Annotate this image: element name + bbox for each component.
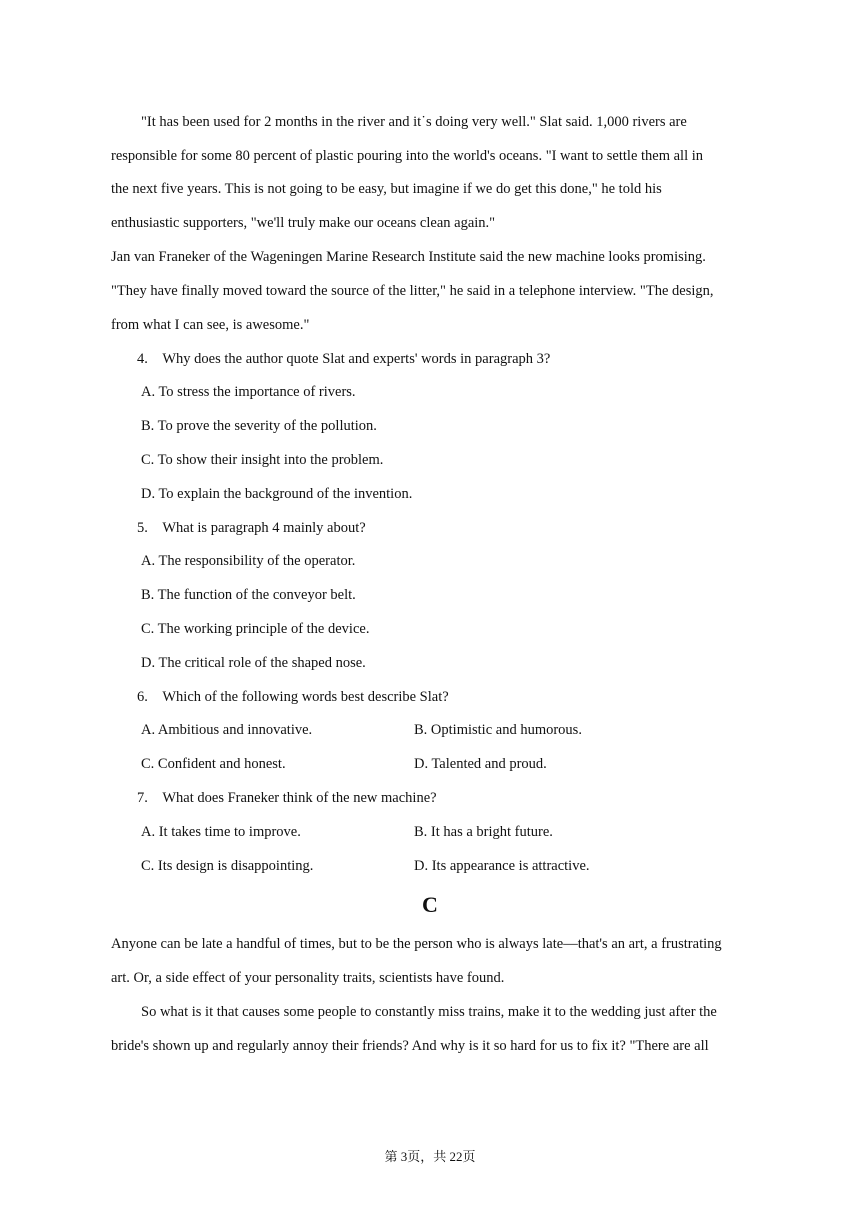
question-text: Why does the author quote Slat and experts' words in paragraph 3?	[162, 351, 551, 367]
question-number: 7.	[137, 790, 148, 806]
paragraph-line: bride's shown up and regularly annoy their friends? And why is it so hard for us to fix it? "There are all	[111, 1038, 709, 1054]
question-4	[137, 349, 550, 369]
option-a: A. It takes time to improve.	[141, 824, 301, 840]
option-a: A. To stress the importance of rivers.	[141, 384, 356, 400]
option-a: A. The responsibility of the operator.	[141, 553, 356, 569]
paragraph-line: Jan van Franeker of the Wageningen Marine Research Institute said the new machine looks promising.	[111, 249, 706, 265]
question-text: Which of the following words best describe Slat?	[162, 689, 449, 705]
question-5	[137, 518, 366, 538]
option-b: B. The function of the conveyor belt.	[141, 587, 356, 603]
question-7	[137, 788, 437, 808]
question-text: What is paragraph 4 mainly about?	[162, 520, 366, 536]
option-b: B. To prove the severity of the pollution.	[141, 418, 377, 434]
paragraph-line: responsible for some 80 percent of plastic pouring into the world's oceans. "I want to settle them all in	[111, 148, 704, 164]
option-b: B. It has a bright future.	[414, 824, 553, 840]
paragraph-line: enthusiastic supporters, "we'll truly make our oceans clean again."	[111, 215, 496, 231]
paragraph-line: Anyone can be late a handful of times, but to be the person who is always late—that's an art, a frustrating	[111, 936, 722, 952]
option-d: D. The critical role of the shaped nose.	[141, 655, 366, 671]
page-footer: 第 3页，共 22页	[384, 1149, 476, 1164]
option-a: A. Ambitious and innovative.	[141, 722, 313, 738]
question-number: 5.	[137, 520, 148, 536]
option-c: C. Its design is disappointing.	[141, 858, 314, 874]
option-d: D. Talented and proud.	[414, 756, 547, 772]
paragraph-line: art. Or, a side effect of your personality traits, scientists have found.	[111, 970, 505, 986]
option-c: C. Confident and honest.	[141, 756, 286, 772]
paragraph-line: the next five years. This is not going to be easy, but imagine if we do get this done," he told his	[111, 181, 662, 197]
question-6	[137, 687, 449, 707]
option-d: D. To explain the background of the invention.	[141, 486, 413, 502]
paragraph-line: from what I can see, is awesome."	[111, 317, 310, 333]
paragraph-line: "It has been used for 2 months in the river and it˙s doing very well." Slat said. 1,000 rivers are	[141, 114, 687, 130]
paragraph-line: So what is it that causes some people to constantly miss trains, make it to the wedding just after the	[141, 1004, 717, 1020]
question-text: What does Franeker think of the new machine?	[162, 790, 437, 806]
question-number: 4.	[137, 351, 148, 367]
option-c: C. To show their insight into the problem.	[141, 452, 384, 468]
question-number: 6.	[137, 689, 148, 705]
option-d: D. Its appearance is attractive.	[414, 858, 590, 874]
paragraph-line: "They have finally moved toward the source of the litter," he said in a telephone interview. "The design,	[111, 283, 714, 299]
option-b: B. Optimistic and humorous.	[414, 722, 582, 738]
section-heading: C	[422, 892, 438, 917]
option-c: C. The working principle of the device.	[141, 621, 370, 637]
